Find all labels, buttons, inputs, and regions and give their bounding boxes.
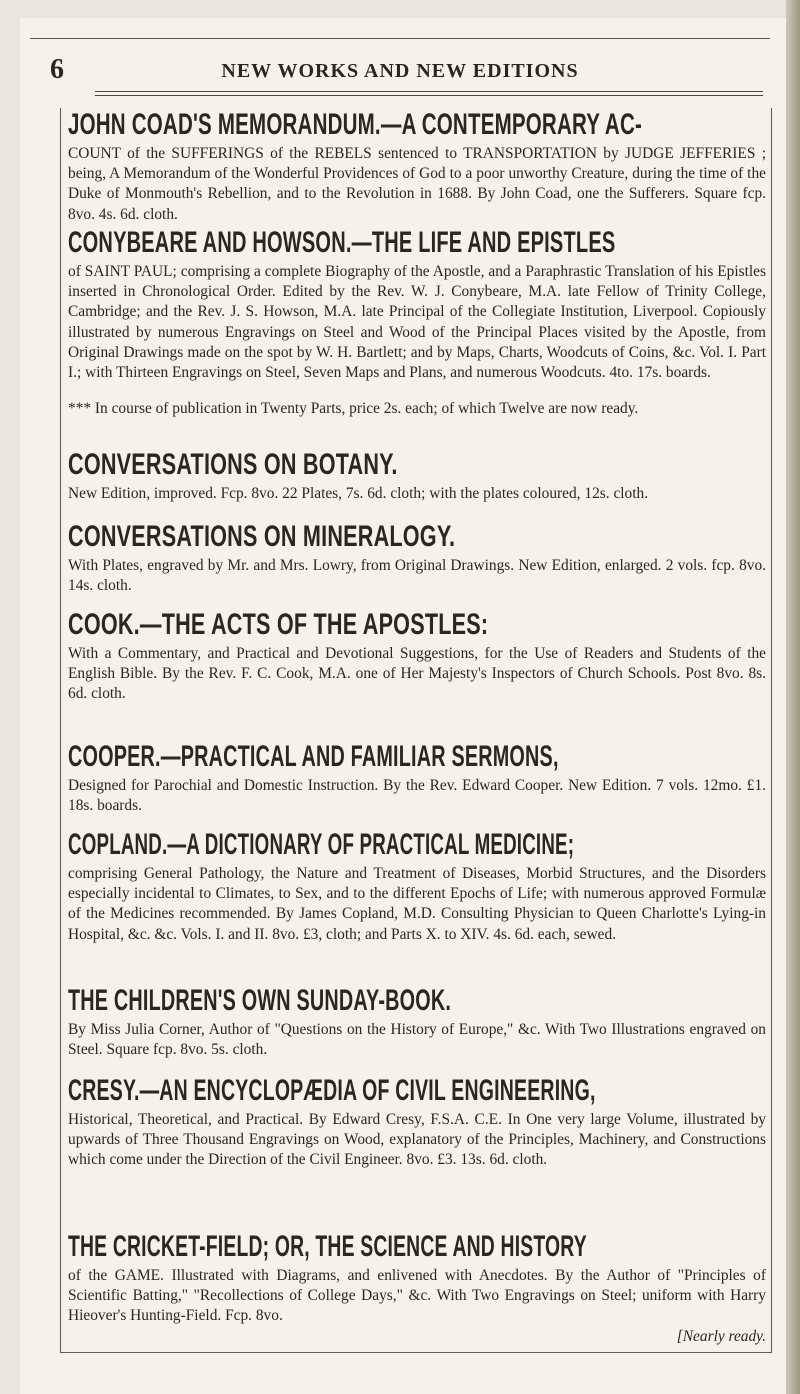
- entry-description: Historical, Theoretical, and Practical. By Edward Cresy, F.S.A. C.E. In One very large Volume, illustrated by upwards of Three Thousand Engravings on Wood, explanatory of the Principles, Machinery, and Constructions which come under the Direction of the Civil Engineer. 8vo. £3. 13s. 6d. cloth.: [68, 1111, 766, 1169]
- running-head: [50, 54, 750, 94]
- head-rule: [95, 91, 763, 96]
- entry-description: COUNT of the SUFFERINGS of the REBELS sentenced to TRANSPORTATION by JUDGE JEFFERIES ; being, A Memorandum of the Wonderful Providences of God to a poor unworthy Creature, during the time of the Duke of Monmouth's Rebellion, and to the Revolution in 1688. By John Coad, one the Sufferers. Square fcp. 8vo. 4s. 6d. cloth.: [68, 145, 766, 223]
- availability-status: [Nearly ready.: [676, 1327, 766, 1345]
- frame-right-rule: [771, 108, 772, 1353]
- entry-title: THE CHILDREN'S OWN SUNDAY-BOOK.: [68, 984, 452, 1017]
- entry-title: COOK.—THE ACTS OF THE APOSTLES:: [68, 608, 489, 641]
- publication-note: *** In course of publication in Twenty Parts, price 2s. each; of which Twelve are now ready.: [68, 400, 639, 418]
- entry-coad: [68, 108, 766, 225]
- page-edge: [786, 0, 800, 1394]
- entry-cresy-encyclopaedia: [68, 1074, 766, 1171]
- entry-description: Designed for Parochial and Domestic Instruction. By the Rev. Edward Cooper. New Edition. 7 vols. 12mo. £1. 18s. boards.: [68, 777, 766, 815]
- entry-description: New Edition, improved. Fcp. 8vo. 22 Plates, 7s. 6d. cloth; with the plates coloured, 12s. cloth.: [68, 485, 649, 502]
- entry-conybeare-howson: [68, 226, 766, 419]
- entry-conversations-mineralogy: [68, 520, 766, 596]
- entry-description: With a Commentary, and Practical and Devotional Suggestions, for the Use of Readers and Students of the English Bible. By the Rev. F. C. Cook, M.A. one of Her Majesty's Inspectors of Church Schools. Post 8vo. 8s. 6d. cloth.: [68, 645, 766, 703]
- entry-conversations-botany: [68, 448, 766, 504]
- entry-title: CONVERSATIONS ON MINERALOGY.: [68, 520, 456, 553]
- entry-description: By Miss Julia Corner, Author of "Questions on the History of Europe," &c. With Two Illustrations engraved on Steel. Square fcp. 8vo. 5s. cloth.: [68, 1021, 766, 1059]
- entry-cook-acts: [68, 608, 766, 705]
- entry-title: COPLAND.—A DICTIONARY OF PRACTICAL MEDICINE;: [68, 828, 575, 861]
- entry-copland-dictionary: [68, 828, 766, 945]
- top-rule: [30, 38, 770, 39]
- entry-title: CONVERSATIONS ON BOTANY.: [68, 448, 398, 481]
- entry-title: CONYBEARE AND HOWSON.—THE LIFE AND EPISTLES: [68, 226, 616, 259]
- entry-description: of SAINT PAUL; comprising a complete Biography of the Apostle, and a Paraphrastic Translation of his Epistles inserted in Chronological Order. Edited by the Rev. W. J. Conybeare, M.A. late Fellow of Trinity College, Cambridge; and the Rev. J. S. Howson, M.A. late Principal of the Collegiate Institution, Liverpool. Copiously illustrated by numerous Engravings on Steel and Wood of the Principal Places visited by the Apostle, from Original Drawings made on the spot by W. H. Bartlett; and by Maps, Charts, Woodcuts of Coins, &c. Vol. I. Part I.; with Thirteen Engravings on Steel, Seven Maps and Plans, and numerous Woodcuts. 4to. 17s. boards.: [68, 263, 766, 382]
- page-number: 6: [50, 54, 65, 85]
- frame-bottom-rule: [60, 1352, 772, 1353]
- entry-description: of the GAME. Illustrated with Diagrams, and enlivened with Anecdotes. By the Author of "Principles of Scientific Batting," "Recollections of College Days," &c. With Two Engravings on Steel; uniform with Harry Hieover's Hunting-Field. Fcp. 8vo.: [68, 1267, 766, 1325]
- entry-title: JOHN COAD'S MEMORANDUM.—A CONTEMPORARY AC-: [68, 108, 643, 141]
- entry-cricket-field: [68, 1230, 766, 1347]
- frame-left-rule: [60, 108, 61, 1353]
- entry-childrens-sunday-book: [68, 984, 766, 1060]
- entry-cooper-sermons: [68, 740, 766, 816]
- entry-title: CRESY.—AN ENCYCLOPÆDIA OF CIVIL ENGINEERING,: [68, 1074, 596, 1107]
- entry-title: COOPER.—PRACTICAL AND FAMILIAR SERMONS,: [68, 740, 559, 773]
- entry-description: With Plates, engraved by Mr. and Mrs. Lowry, from Original Drawings. New Edition, enlarged. 2 vols. fcp. 8vo. 14s. cloth.: [68, 557, 766, 595]
- running-title: NEW WORKS AND NEW EDITIONS: [221, 60, 579, 82]
- entry-description: comprising General Pathology, the Nature and Treatment of Diseases, Morbid Structures, and the Disorders especially incidental to Climates, to Sex, and to the different Epochs of Life; with numerous approved Formulæ of the Medicines recommended. By James Copland, M.D. Consulting Physician to Queen Charlotte's Lying-in Hospital, &c. &c. Vols. I. and II. 8vo. £3, cloth; and Parts X. to XIV. 4s. 6d. each, sewed.: [68, 865, 766, 943]
- entry-title: THE CRICKET-FIELD; OR, THE SCIENCE AND HISTORY: [68, 1230, 587, 1263]
